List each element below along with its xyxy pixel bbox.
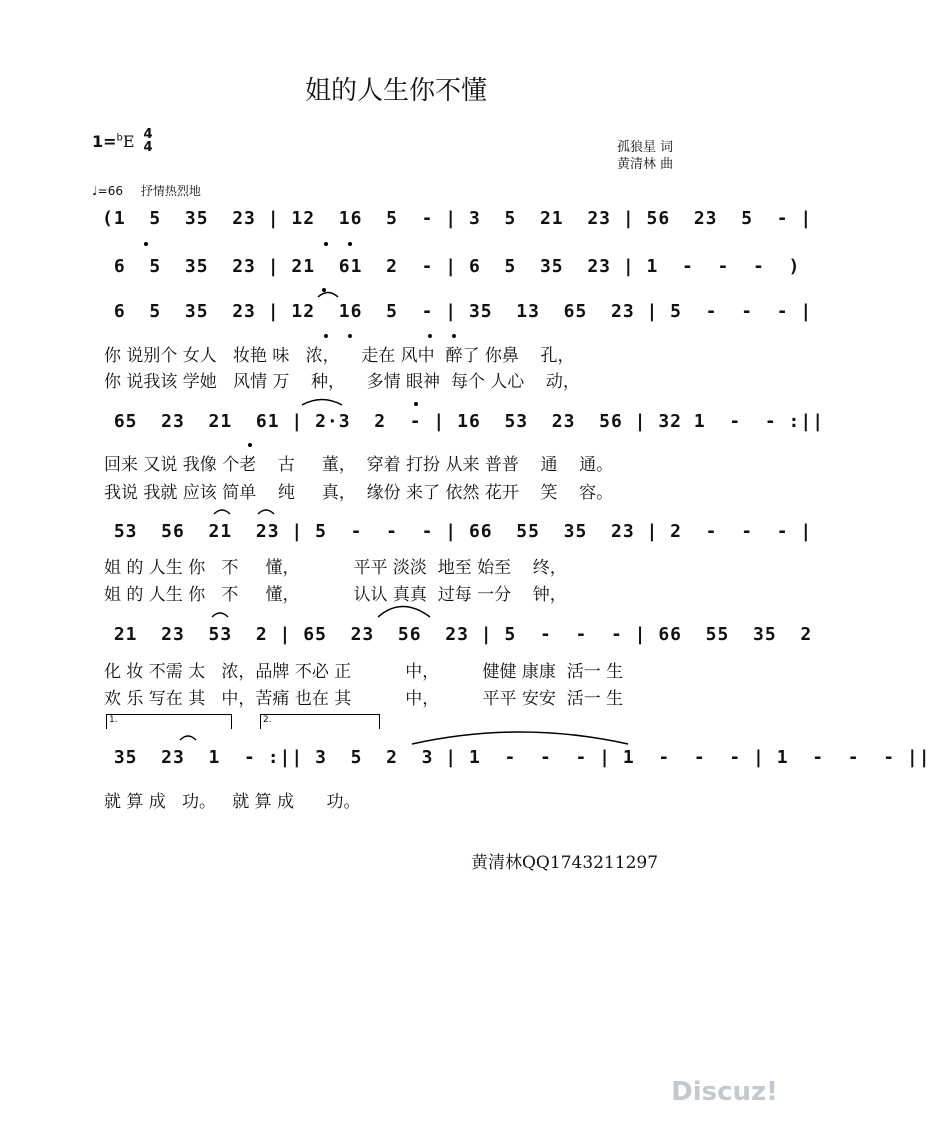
- dot: [348, 242, 352, 246]
- key-prefix: 1=: [92, 132, 117, 151]
- lyric-verse1-a: 你 说别个 女人 妆艳 味 浓， 走在 风中 醉了 你鼻 孔，: [104, 346, 575, 366]
- tempo-expression: 抒情热烈地: [140, 184, 201, 198]
- slur: [318, 293, 338, 298]
- slur: [378, 607, 430, 618]
- song-title: 姐的人生你不懂: [304, 76, 487, 106]
- lyric-ending: 就 算 成 功。 就 算 成 功。: [104, 792, 361, 812]
- lyric-verse2-a: 你 说我该 学她 风情 万 种， 多情 眼神 每个 人心 动，: [104, 372, 580, 392]
- notes: 35 23 1 - :|| 3 5 2 3 | 1 - - - | 1 - - - | 1 - - - ||: [102, 747, 931, 768]
- second-ending-label: 2.: [263, 715, 272, 725]
- notes: 65 23 21 61 | 2·3 2 - | 16 53 23 56 | 32 1 - - :||: [102, 411, 825, 432]
- slur: [214, 510, 230, 514]
- lyric-verse1-d: 化 妆 不需 太 浓，品牌 不必 正 中， 健健 康康 活一 生: [104, 662, 624, 682]
- dot: [348, 334, 352, 338]
- dot: [324, 334, 328, 338]
- composer-credit: 黄清林 曲: [617, 157, 674, 172]
- arranger-signature: 黄清林QQ1743211297: [471, 853, 659, 873]
- lyric-verse2-c: 姐 的 人生 你 不 懂， 认认 真真 过每 一分 钟，: [104, 585, 567, 605]
- lyric-verse1-c: 姐 的 人生 你 不 懂， 平平 淡淡 地至 始至 终，: [104, 558, 567, 578]
- tie: [412, 732, 628, 744]
- dot: [144, 242, 148, 246]
- flat-sign: b: [116, 132, 123, 144]
- lyric-verse1-b: 回来 又说 我像 个老 古 董， 穿着 打扮 从来 普普 通 通。: [104, 455, 614, 475]
- slur: [212, 613, 228, 617]
- slur: [258, 510, 274, 514]
- dot: [414, 402, 418, 406]
- dot: [324, 242, 328, 246]
- lyric-verse2-d: 欢 乐 写在 其 中，苦痛 也在 其 中， 平平 安安 活一 生: [104, 689, 624, 709]
- slur: [180, 736, 196, 740]
- lyricist-credit: 孤狼星 词: [617, 140, 674, 155]
- slur: [302, 400, 342, 406]
- key-note: E: [122, 132, 135, 151]
- tempo-mark: ♩=66: [92, 184, 123, 198]
- watermark-logo: Discuz!: [671, 1077, 778, 1107]
- dot: [322, 288, 326, 292]
- dot: [248, 443, 252, 447]
- lyric-verse2-b: 我说 我就 应该 简单 纯 真， 缘份 来了 依然 花开 笑 容。: [104, 483, 614, 503]
- notes: 6 5 35 23 | 12 16 5 - | 35 13 65 23 | 5 - - - |: [102, 301, 813, 322]
- notes: (1 5 35 23 | 12 16 5 - | 3 5 21 23 | 56 23 5 - |: [102, 208, 813, 229]
- dot: [452, 334, 456, 338]
- notes: 21 23 53 2 | 65 23 56 23 | 5 - - - | 66 55 35 2: [102, 624, 813, 645]
- dot: [428, 334, 432, 338]
- notes: 6 5 35 23 | 21 61 2 - | 6 5 35 23 | 1 - - - ): [102, 256, 801, 277]
- time-top: 4: [143, 127, 153, 142]
- first-ending-label: 1.: [109, 715, 118, 725]
- notes: 53 56 21 23 | 5 - - - | 66 55 35 23 | 2 - - - |: [102, 521, 813, 542]
- time-bottom: 4: [143, 140, 153, 155]
